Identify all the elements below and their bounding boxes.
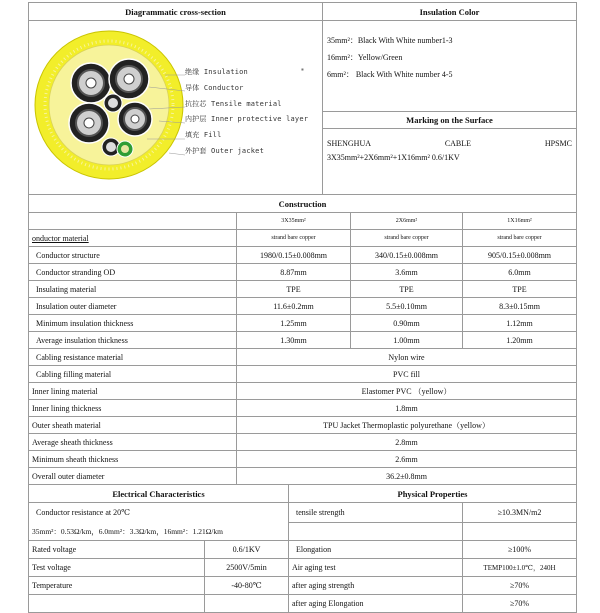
marking-word: SHENGHUA bbox=[327, 139, 371, 148]
blank-cell bbox=[29, 213, 237, 230]
row-label: Elongation bbox=[289, 541, 463, 559]
cell-value: 8.3±0.15mm bbox=[463, 298, 577, 315]
row-label: Insulating material bbox=[29, 281, 237, 298]
cell-value: TPU Jacket Thermoplastic polyurethane（yellow） bbox=[237, 417, 577, 434]
core-35-c bbox=[69, 103, 109, 143]
cell-value: 0.90mm bbox=[351, 315, 463, 332]
row-label: after aging Elongation bbox=[289, 595, 463, 613]
cell-value: 905/0.15±0.008mm bbox=[463, 247, 577, 264]
cell-value: 2.8mm bbox=[237, 434, 577, 451]
cell-value: strand bare copper bbox=[237, 230, 351, 247]
cell-value: ≥70% bbox=[463, 595, 577, 613]
cell-value: TEMP100±1.0℃，240H bbox=[463, 559, 577, 577]
cell-value: 36.2±0.8mm bbox=[237, 468, 577, 485]
cell-value: 1.25mm bbox=[237, 315, 351, 332]
top-table bbox=[28, 2, 577, 195]
cell-value: 1.30mm bbox=[237, 332, 351, 349]
cell-value: TPE bbox=[351, 281, 463, 298]
cell-value: Nylon wire bbox=[237, 349, 577, 366]
cell-value: PVC fill bbox=[237, 366, 577, 383]
cell-value: 6.0mm bbox=[463, 264, 577, 281]
cell-value: 8.87mm bbox=[237, 264, 351, 281]
marking-spec: 3X35mm²+2X6mm²+1X16mm² 0.6/1KV bbox=[327, 153, 460, 162]
cell-value: 0.6/1KV bbox=[205, 541, 289, 559]
row-label: after aging strength bbox=[289, 577, 463, 595]
legend-item: 外护套 Outer jacket bbox=[185, 146, 265, 155]
cell-value: -40-80℃ bbox=[205, 577, 289, 595]
row-label: Test voltage bbox=[29, 559, 205, 577]
insulation-color-item: 6mm²： Black With White number 4-5 bbox=[327, 70, 453, 79]
col-header: 1X16mm² bbox=[463, 213, 577, 230]
marking-word: CABLE bbox=[444, 139, 472, 148]
blank-cell bbox=[289, 523, 463, 541]
construction-table bbox=[28, 194, 577, 485]
cell-value: ≥10.3MN/m2 bbox=[463, 503, 577, 523]
properties-table bbox=[28, 484, 577, 613]
insulation-color-item: 35mm²：Black With White number1-3 bbox=[327, 36, 453, 45]
diagram-title: Diagrammatic cross-section bbox=[29, 3, 323, 21]
row-label: Cabling resistance material bbox=[29, 349, 237, 366]
cell-value: TPE bbox=[237, 281, 351, 298]
row-label: Conductor stranding OD bbox=[29, 264, 237, 281]
small-mark: ▪ bbox=[301, 65, 304, 74]
cell-value: 2.6mm bbox=[237, 451, 577, 468]
resistance-label: Conductor resistance at 20℃ bbox=[29, 503, 289, 523]
row-label: Inner lining thickness bbox=[29, 400, 237, 417]
cell-value: 1.8mm bbox=[237, 400, 577, 417]
cell-value: 2500V/5min bbox=[205, 559, 289, 577]
insulation-marking-cell bbox=[323, 21, 577, 195]
col-header: 2X6mm² bbox=[351, 213, 463, 230]
row-label: Average sheath thickness bbox=[29, 434, 237, 451]
earth-core bbox=[117, 141, 133, 157]
cell-value: ≥70% bbox=[463, 577, 577, 595]
cell-value: strand bare copper bbox=[463, 230, 577, 247]
electrical-title: Electrical Characteristics bbox=[29, 485, 289, 503]
row-label: Conductor structure bbox=[29, 247, 237, 264]
diagram-cell bbox=[29, 21, 323, 195]
cable-cross-section-diagram bbox=[29, 25, 189, 183]
core-35-b bbox=[109, 59, 149, 99]
cell-value: 3.6mm bbox=[351, 264, 463, 281]
insulation-title: Insulation Color bbox=[323, 3, 577, 21]
diagram-legend bbox=[185, 65, 308, 160]
row-label: Inner lining material bbox=[29, 383, 237, 400]
construction-title: Construction bbox=[29, 195, 577, 213]
cell-value: 1.12mm bbox=[463, 315, 577, 332]
row-label: Temperature bbox=[29, 577, 205, 595]
physical-title: Physical Properties bbox=[289, 485, 577, 503]
row-label: Rated voltage bbox=[29, 541, 205, 559]
marking-title: Marking on the Surface bbox=[323, 111, 576, 129]
legend-item: 抗拉芯 Tensile material bbox=[185, 99, 282, 108]
row-label: tensile strength bbox=[289, 503, 463, 523]
core-16 bbox=[118, 102, 152, 136]
marking-body bbox=[323, 129, 576, 162]
core-35-a bbox=[71, 63, 111, 103]
row-label: Average insulation thickness bbox=[29, 332, 237, 349]
cell-value: 1.00mm bbox=[351, 332, 463, 349]
insulation-color-item: 16mm²：Yellow/Green bbox=[327, 53, 403, 62]
row-label: Insulation outer diameter bbox=[29, 298, 237, 315]
blank-cell bbox=[29, 595, 205, 613]
row-label: Air aging test bbox=[289, 559, 463, 577]
insulation-color-list bbox=[323, 21, 576, 111]
cell-value: ≥100% bbox=[463, 541, 577, 559]
cell-value: TPE bbox=[463, 281, 577, 298]
cell-value: Elastomer PVC （yellow） bbox=[237, 383, 577, 400]
cell-value: strand bare copper bbox=[351, 230, 463, 247]
cell-value: 1.20mm bbox=[463, 332, 577, 349]
marking-word: HPSMC bbox=[544, 139, 572, 148]
legend-item: 导体 Conductor bbox=[185, 83, 244, 92]
legend-item: 绝缘 Insulation bbox=[185, 68, 248, 76]
row-label: Minimum sheath thickness bbox=[29, 451, 237, 468]
cell-value: 1980/0.15±0.008mm bbox=[237, 247, 351, 264]
cell-value: 340/0.15±0.008mm bbox=[351, 247, 463, 264]
row-label: onductor material bbox=[29, 230, 237, 247]
core-6-a bbox=[104, 94, 122, 112]
legend-item: 填充 Fill bbox=[185, 131, 222, 140]
row-label: Cabling filling material bbox=[29, 366, 237, 383]
cell-value: 11.6±0.2mm bbox=[237, 298, 351, 315]
blank-cell bbox=[463, 523, 577, 541]
col-header: 3X35mm² bbox=[237, 213, 351, 230]
row-label: Minimum insulation thickness bbox=[29, 315, 237, 332]
cell-value: 5.5±0.10mm bbox=[351, 298, 463, 315]
spec-sheet bbox=[28, 2, 576, 613]
row-label: Outer sheath material bbox=[29, 417, 237, 434]
legend-item: 内护层 Inner protective layer bbox=[185, 115, 309, 124]
row-label: Overall outer diameter bbox=[29, 468, 237, 485]
blank-cell bbox=[205, 595, 289, 613]
resistance-values: 35mm²：0.53Ω/km，6.0mm²：3.3Ω/km，16mm²：1.21Ω/km bbox=[29, 523, 289, 541]
